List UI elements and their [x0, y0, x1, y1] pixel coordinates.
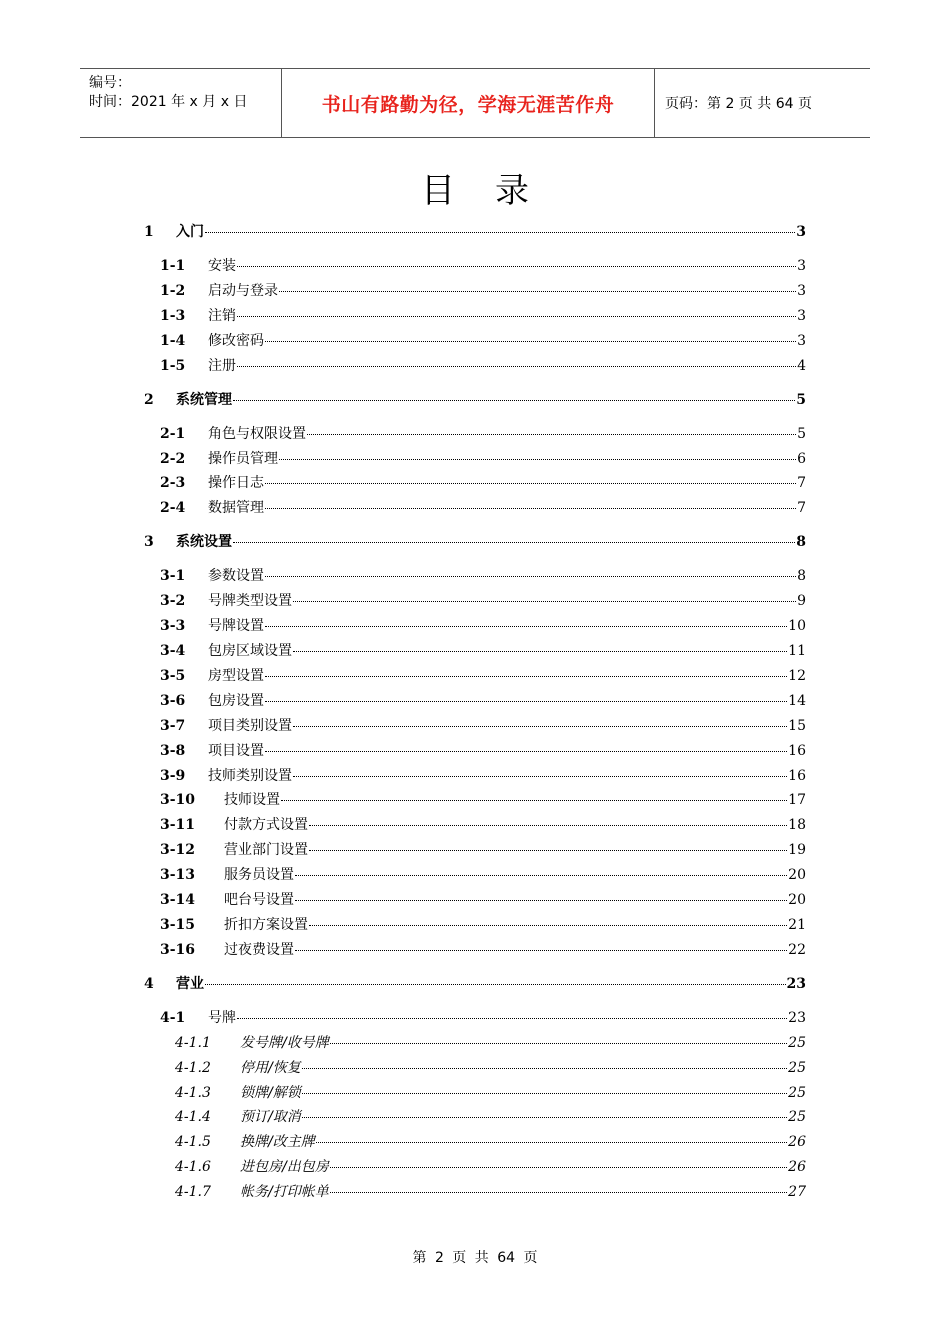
toc-entry[interactable] — [175, 1131, 806, 1151]
toc-entry-number: 3-6 — [160, 692, 186, 709]
toc-entry-page: 5 — [797, 425, 806, 442]
toc-entry-number: 3-7 — [160, 717, 186, 734]
toc-entry[interactable] — [160, 690, 806, 710]
toc-entry-title: 操作员管理 — [208, 450, 278, 467]
toc-entry-page: 8 — [796, 534, 806, 551]
toc-entry-title: 包房区域设置 — [208, 643, 292, 659]
toc-entry[interactable] — [160, 740, 806, 760]
toc-entry-page: 3 — [796, 224, 806, 240]
toc-leader-dots — [316, 1142, 787, 1143]
toc-entry[interactable] — [160, 448, 806, 468]
toc-leader-dots — [295, 950, 787, 951]
toc-entry-title: 吧台号设置 — [224, 892, 294, 908]
toc-entry-page: 25 — [788, 1109, 806, 1126]
toc-entry-title: 安装 — [208, 258, 236, 274]
header-page-cell — [655, 69, 870, 137]
toc-entry-title: 数据管理 — [208, 500, 264, 517]
toc-entry-number: 4-1.4 — [175, 1109, 211, 1126]
toc-entry-page: 23 — [788, 1009, 806, 1026]
toc-entry-page: 18 — [788, 817, 806, 834]
toc-entry-page: 25 — [788, 1034, 806, 1051]
toc-leader-dots — [302, 1117, 787, 1118]
toc-entry-number: 3-11 — [160, 817, 196, 834]
toc-entry[interactable] — [175, 1057, 806, 1077]
toc-entry-title: 营业部门设置 — [224, 842, 308, 859]
toc-entry[interactable] — [160, 864, 806, 884]
toc-leader-dots — [295, 900, 787, 901]
toc-leader-dots — [265, 483, 796, 484]
toc-entry-title: 系统设置 — [176, 534, 232, 551]
toc-entry[interactable] — [160, 889, 806, 909]
toc-entry-page: 7 — [797, 500, 806, 517]
date-label: 时间：2021 年 x 月 x 日 — [89, 94, 248, 110]
toc-leader-dots — [265, 626, 787, 627]
toc-entry-title: 注销 — [208, 307, 236, 324]
toc-entry-page: 26 — [788, 1134, 806, 1151]
toc-entry[interactable] — [160, 640, 806, 660]
toc-entry-number: 3 — [144, 534, 154, 551]
toc-entry-page: 10 — [788, 618, 806, 635]
toc-leader-dots — [265, 701, 787, 702]
toc-entry-title: 付款方式设置 — [224, 817, 308, 834]
toc-entry-page: 21 — [788, 916, 806, 933]
toc-entry-title: 帐务/打印帐单 — [240, 1184, 329, 1201]
toc-entry-number: 4-1.6 — [175, 1159, 211, 1176]
toc-leader-dots — [330, 1043, 787, 1044]
toc-entry-number: 3-5 — [160, 667, 186, 684]
toc-entry-number: 1-1 — [160, 258, 186, 274]
toc-entry[interactable] — [160, 590, 806, 610]
toc-entry-title: 发号牌/收号牌 — [240, 1034, 329, 1051]
toc-leader-dots — [330, 1167, 787, 1168]
page-title: 目录 — [421, 171, 569, 211]
toc-entry-number: 1-3 — [160, 307, 186, 324]
toc-entry-title: 号牌类型设置 — [208, 593, 292, 610]
toc-entry-page: 26 — [788, 1159, 806, 1176]
toc-entry-number: 2-2 — [160, 450, 186, 467]
toc-entry-title: 技师类别设置 — [208, 767, 292, 784]
toc-leader-dots — [293, 776, 787, 777]
toc-entry[interactable] — [160, 665, 806, 685]
toc-leader-dots — [265, 508, 796, 509]
toc-entry-number: 1-4 — [160, 332, 186, 349]
toc-entry-title: 项目类别设置 — [208, 717, 292, 734]
toc-entry-page: 22 — [788, 941, 806, 958]
toc-entry-title: 技师设置 — [224, 792, 280, 809]
toc-entry-page: 3 — [797, 332, 806, 349]
toc-entry[interactable] — [160, 814, 806, 834]
header-info-cell — [80, 69, 282, 137]
toc-leader-dots — [295, 875, 787, 876]
toc-leader-dots — [309, 925, 787, 926]
toc-entry[interactable] — [175, 1156, 806, 1176]
toc-entry-title: 包房设置 — [208, 692, 264, 709]
toc-entry-number: 3-12 — [160, 842, 196, 859]
toc-entry-page: 17 — [788, 792, 806, 809]
toc-entry-page: 25 — [788, 1059, 806, 1076]
toc-entry-title: 项目设置 — [208, 742, 264, 759]
toc-entry-number: 2 — [144, 391, 154, 408]
toc-entry-number: 3-3 — [160, 618, 186, 635]
toc-entry-page: 3 — [797, 282, 806, 299]
toc-entry-number: 2-4 — [160, 500, 186, 517]
toc-entry-title: 房型设置 — [208, 667, 264, 684]
toc-entry-page: 14 — [788, 692, 806, 709]
toc-entry-title: 号牌设置 — [208, 618, 264, 635]
toc-leader-dots — [307, 434, 796, 435]
toc-leader-dots — [265, 676, 787, 677]
toc-entry-page: 9 — [797, 593, 806, 610]
toc-entry-page: 27 — [788, 1184, 806, 1201]
toc-leader-dots — [237, 366, 796, 367]
toc-entry-page: 12 — [788, 667, 806, 684]
toc-leader-dots — [237, 1018, 787, 1019]
toc-entry-page: 20 — [788, 867, 806, 884]
toc-entry[interactable] — [144, 531, 806, 551]
toc-leader-dots — [293, 601, 796, 602]
toc-leader-dots — [237, 316, 796, 317]
toc-entry-page: 20 — [788, 892, 806, 908]
toc-leader-dots — [205, 232, 795, 233]
toc-entry[interactable] — [160, 789, 806, 809]
toc-entry[interactable] — [144, 221, 806, 241]
toc-entry[interactable] — [175, 1181, 806, 1201]
toc-entry-number: 3-15 — [160, 916, 196, 933]
toc-entry[interactable] — [160, 715, 806, 735]
toc-entry-title: 角色与权限设置 — [208, 425, 306, 442]
toc-entry[interactable] — [160, 1007, 806, 1027]
toc-entry-title: 入门 — [176, 224, 204, 240]
toc-entry-page: 16 — [788, 767, 806, 784]
toc-leader-dots — [293, 726, 787, 727]
toc-entry-number: 3-4 — [160, 643, 186, 659]
toc-entry-page: 4 — [797, 357, 806, 374]
toc-entry[interactable] — [160, 280, 806, 300]
toc-entry[interactable] — [160, 565, 806, 585]
toc-entry-number: 1 — [144, 224, 154, 240]
toc-entry-title: 号牌 — [208, 1009, 236, 1026]
toc-entry-number: 4-1.3 — [175, 1084, 211, 1101]
toc-leader-dots — [265, 576, 796, 577]
toc-entry-number: 4 — [144, 975, 154, 992]
toc-entry[interactable] — [160, 472, 806, 492]
toc-entry[interactable] — [175, 1032, 806, 1052]
toc-leader-dots — [233, 400, 795, 401]
toc-entry-page: 5 — [796, 391, 806, 408]
toc-entry-number: 4-1.1 — [175, 1034, 211, 1051]
toc-entry[interactable] — [160, 355, 806, 375]
toc-entry-title: 换牌/改主牌 — [240, 1134, 315, 1151]
toc-entry[interactable] — [160, 914, 806, 934]
toc-entry-page: 8 — [797, 568, 806, 585]
toc-entry[interactable] — [160, 255, 806, 275]
toc-entry[interactable] — [144, 973, 806, 993]
toc-entry-title: 停用/恢复 — [240, 1059, 301, 1076]
toc-entry-number: 4-1 — [160, 1009, 186, 1026]
toc-leader-dots — [265, 341, 796, 342]
toc-entry-number: 2-3 — [160, 475, 186, 492]
toc-entry-page: 15 — [788, 717, 806, 734]
toc-entry-title: 过夜费设置 — [224, 941, 294, 958]
toc-entry-title: 预订/取消 — [240, 1109, 301, 1126]
toc-entry[interactable] — [160, 305, 806, 325]
toc-entry-page: 11 — [788, 643, 806, 659]
toc-entry-title: 折扣方案设置 — [224, 916, 308, 933]
toc-entry-number: 1-5 — [160, 357, 186, 374]
toc-entry[interactable] — [144, 389, 806, 409]
toc-leader-dots — [233, 542, 795, 543]
toc-entry-title: 参数设置 — [208, 568, 264, 585]
toc-entry-number: 4-1.2 — [175, 1059, 211, 1076]
toc-entry-page: 23 — [786, 975, 806, 992]
page-footer: 第 2 页 共 64 页 — [412, 1250, 538, 1266]
page-header — [80, 68, 870, 138]
toc-entry-number: 4-1.7 — [175, 1184, 211, 1201]
toc-entry[interactable] — [160, 765, 806, 785]
toc-leader-dots — [265, 751, 787, 752]
toc-leader-dots — [309, 850, 787, 851]
header-motto-cell — [282, 69, 655, 137]
toc-leader-dots — [293, 651, 787, 652]
toc-entry-title: 系统管理 — [176, 391, 232, 408]
toc-entry-number: 3-9 — [160, 767, 186, 784]
toc-leader-dots — [302, 1093, 787, 1094]
toc-entry-number: 3-1 — [160, 568, 186, 585]
toc-entry-page: 3 — [797, 307, 806, 324]
toc-entry-page: 3 — [797, 258, 806, 274]
toc-entry-title: 修改密码 — [208, 332, 264, 349]
toc-leader-dots — [309, 825, 787, 826]
toc-leader-dots — [279, 291, 796, 292]
toc-entry-number: 3-16 — [160, 941, 196, 958]
toc-entry-page: 7 — [797, 475, 806, 492]
toc-leader-dots — [302, 1068, 787, 1069]
toc-entry-page: 19 — [788, 842, 806, 859]
toc-leader-dots — [279, 459, 796, 460]
toc-entry[interactable] — [175, 1082, 806, 1102]
toc-entry[interactable] — [175, 1106, 806, 1126]
toc-entry-page: 25 — [788, 1084, 806, 1101]
toc-entry-title: 启动与登录 — [208, 282, 278, 299]
toc-entry-title: 营业 — [176, 975, 204, 992]
number-label: 编号： — [89, 75, 131, 91]
toc-entry[interactable] — [160, 615, 806, 635]
toc-entry-number: 4-1.5 — [175, 1134, 211, 1151]
toc-entry-title: 注册 — [208, 357, 236, 374]
toc-entry[interactable] — [160, 423, 806, 443]
toc-entry-title: 进包房/出包房 — [240, 1159, 329, 1176]
toc-entry[interactable] — [160, 939, 806, 959]
toc-leader-dots — [281, 800, 787, 801]
toc-entry-number: 3-10 — [160, 792, 196, 809]
toc-entry[interactable] — [160, 497, 806, 517]
toc-leader-dots — [205, 984, 786, 985]
motto-text: 书山有路勤为径，学海无涯苦作舟 — [321, 93, 615, 116]
toc-entry-title: 服务员设置 — [224, 867, 294, 884]
page-info: 页码：第 2 页 共 64 页 — [665, 96, 812, 112]
toc-entry[interactable] — [160, 330, 806, 350]
toc-entry-number: 1-2 — [160, 282, 186, 299]
toc-entry-title: 操作日志 — [208, 475, 264, 492]
toc-entry-number: 3-14 — [160, 892, 196, 908]
toc-entry-number: 3-8 — [160, 742, 186, 759]
toc-entry-number: 3-2 — [160, 593, 186, 610]
toc-entry-title: 锁牌/解锁 — [240, 1084, 301, 1101]
toc-entry-number: 3-13 — [160, 867, 196, 884]
toc-entry-number: 2-1 — [160, 425, 186, 442]
toc-entry-page: 6 — [797, 450, 806, 467]
toc-leader-dots — [330, 1192, 787, 1193]
toc-leader-dots — [237, 266, 796, 267]
toc-entry[interactable] — [160, 839, 806, 859]
toc-entry-page: 16 — [788, 742, 806, 759]
